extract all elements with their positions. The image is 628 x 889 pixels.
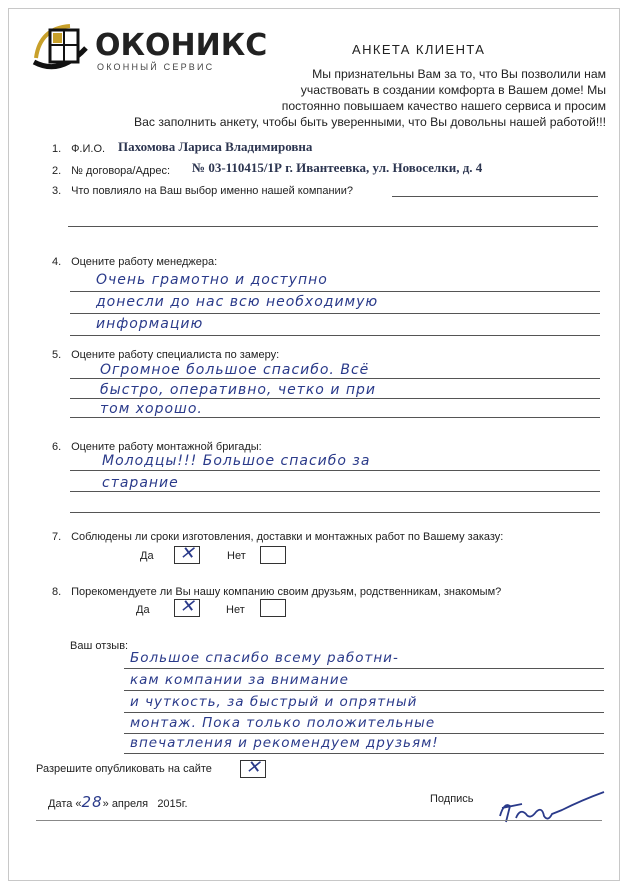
answer-line: [70, 417, 600, 418]
question-label: Оцените работу специалиста по замеру:: [71, 349, 280, 361]
question-number: 4.: [52, 256, 62, 268]
question-number: 2.: [52, 165, 62, 177]
date-prefix: Дата «: [48, 798, 82, 810]
question-number: 1.: [52, 143, 62, 155]
full-name-value[interactable]: Пахомова Лариса Владимировна: [118, 139, 313, 154]
no-label: Нет: [226, 604, 245, 616]
publish-label: Разрешите опубликовать на сайте: [36, 763, 212, 775]
question-7: [52, 531, 503, 543]
yes-checkbox[interactable]: [174, 543, 200, 564]
answer-line: [70, 335, 600, 336]
handwritten-answer: быстро, оперативно, четко и при: [100, 382, 377, 398]
contract-address-value[interactable]: № 03-110415/1Р г. Ивантеевка, ул. Новоселки, д. 4: [192, 160, 483, 175]
question-2: [52, 165, 170, 177]
date-month: » апреля: [102, 798, 149, 810]
date-day[interactable]: 28: [81, 793, 103, 811]
question-label: № договора/Адрес:: [71, 165, 171, 177]
no-checkbox[interactable]: [260, 546, 286, 564]
question-label: Соблюдены ли сроки изготовления, доставки и монтажных работ по Вашему заказу:: [71, 531, 504, 543]
handwritten-signature: [492, 788, 612, 833]
no-checkbox[interactable]: [260, 599, 286, 617]
publish-checkbox[interactable]: [240, 757, 266, 778]
answer-line: [70, 378, 600, 379]
question-5: [52, 349, 279, 361]
review-label: Ваш отзыв:: [70, 640, 129, 652]
check-mark-icon: ✕: [179, 543, 195, 563]
yes-label: Да: [140, 550, 154, 562]
question-number: 5.: [52, 349, 62, 361]
form-title: АНКЕТА КЛИЕНТА: [352, 42, 486, 57]
answer-line: [70, 398, 600, 399]
intro-line: Мы признательны Вам за то, что Вы позволили нам: [312, 67, 606, 81]
question-6: [52, 441, 262, 453]
intro-line: постоянно повышаем качество нашего сервиса и просим: [281, 99, 606, 113]
question-number: 7.: [52, 531, 62, 543]
brand-name: ОКОНИКС: [95, 28, 268, 63]
answer-line: [70, 470, 600, 471]
yes-checkbox[interactable]: [174, 596, 200, 617]
check-mark-icon: ✕: [245, 757, 261, 777]
intro-line: Вас заполнить анкету, чтобы быть уверенными, что Вы довольны нашей работой!!!: [133, 115, 606, 129]
question-label: Оцените работу менеджера:: [71, 256, 218, 268]
answer-line: [392, 196, 598, 197]
answer-line: [70, 291, 600, 292]
handwritten-answer: Огромное большое спасибо. Всё: [100, 362, 370, 378]
handwritten-answer: донесли до нас всю необходимую: [96, 294, 379, 310]
date-year: 2015г.: [157, 798, 188, 810]
brand-tagline: ОКОННЫЙ СЕРВИС: [97, 62, 215, 72]
intro-text: [60, 66, 606, 130]
answer-line: [124, 690, 604, 691]
date-field: [48, 793, 188, 811]
question-3: [52, 185, 353, 197]
handwritten-answer: Молодцы!!! Большое спасибо за: [102, 453, 371, 469]
answer-line: [70, 491, 600, 492]
review-line: монтаж. Пока только положительные: [130, 715, 436, 731]
review-line: кам компании за внимание: [130, 672, 349, 688]
question-label: Порекомендуете ли Вы нашу компанию своим друзьям, родственникам, знакомым?: [71, 586, 502, 598]
answer-line: [70, 313, 600, 314]
question-label: Что повлияло на Ваш выбор именно нашей компании?: [71, 185, 353, 197]
footer-line: [36, 820, 602, 821]
answer-line: [124, 753, 604, 754]
review-line: Большое спасибо всему работни-: [130, 650, 399, 666]
yes-label: Да: [136, 604, 150, 616]
question-number: 3.: [52, 185, 62, 197]
question-4: [52, 256, 217, 268]
question-8: [52, 586, 501, 598]
answer-line: [124, 733, 604, 734]
handwritten-answer: Очень грамотно и доступно: [96, 272, 328, 288]
answer-line: [68, 226, 598, 227]
handwritten-answer: том хорошо.: [100, 401, 203, 417]
review-line: впечатления и рекомендуем друзьям!: [130, 735, 439, 751]
question-1: [52, 143, 105, 155]
intro-line: участвовать в создании комфорта в Вашем доме! Мы: [300, 83, 606, 97]
answer-line: [70, 512, 600, 513]
answer-line: [124, 712, 604, 713]
signature-label: Подпись: [430, 793, 474, 805]
question-number: 6.: [52, 441, 62, 453]
review-line: и чуткость, за быстрый и опрятный: [130, 694, 418, 710]
answer-line: [124, 668, 604, 669]
check-mark-icon: ✕: [179, 596, 195, 616]
handwritten-answer: старание: [102, 475, 179, 491]
question-label: Оцените работу монтажной бригады:: [71, 441, 262, 453]
question-label: Ф.И.О.: [71, 143, 106, 155]
question-number: 8.: [52, 586, 62, 598]
no-label: Нет: [227, 550, 246, 562]
handwritten-answer: информацию: [96, 316, 204, 332]
